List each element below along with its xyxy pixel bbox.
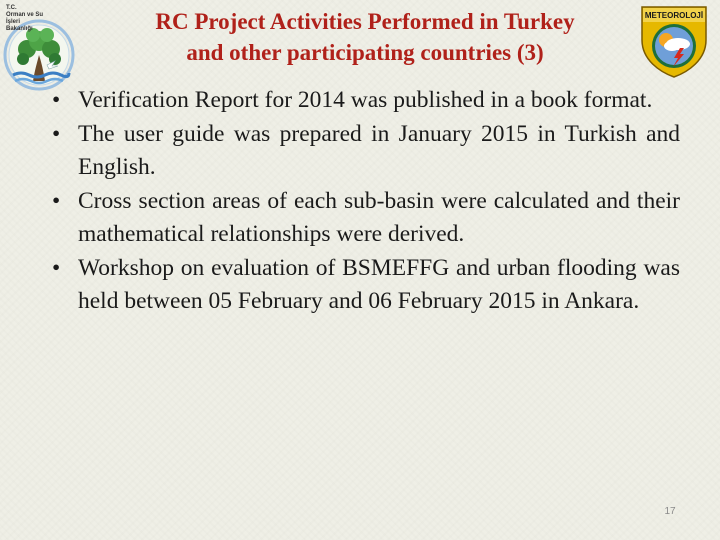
bullet-dot-icon: • xyxy=(52,120,61,147)
bullet-text: The user guide was prepared in January 2015 in Turkish and English. xyxy=(78,120,680,180)
bullet-dot-icon: • xyxy=(52,87,61,113)
bullet-text: Verification Report for 2014 was published in a book format. xyxy=(78,87,653,113)
bullet-item xyxy=(52,118,680,185)
slide-title xyxy=(90,6,640,68)
bullet-text: Workshop on evaluation of BSMEFFG and urban flooding was held between 05 February and 06 February 2015 in Ankara. xyxy=(78,254,680,314)
meteoroloji-logo xyxy=(638,4,710,80)
bullet-item xyxy=(52,185,680,252)
ministry-name-text: T.C. Orman ve Su İşleri Bakanlığı xyxy=(6,5,44,32)
bullet-text: Cross section areas of each sub-basin were calculated and their mathematical relationships were derived. xyxy=(78,187,680,247)
meteoroloji-text: METEOROLOJİ xyxy=(644,11,704,20)
bullet-item xyxy=(52,252,680,319)
title-line-1: RC Project Activities Performed in Turkey xyxy=(155,9,575,34)
page-number: 17 xyxy=(664,506,676,517)
bullet-list xyxy=(52,84,680,319)
title-line-2: and other participating countries (3) xyxy=(186,40,544,65)
bullet-dot-icon: • xyxy=(52,254,61,281)
bullet-item xyxy=(52,84,680,118)
bullet-dot-icon: • xyxy=(52,187,61,214)
